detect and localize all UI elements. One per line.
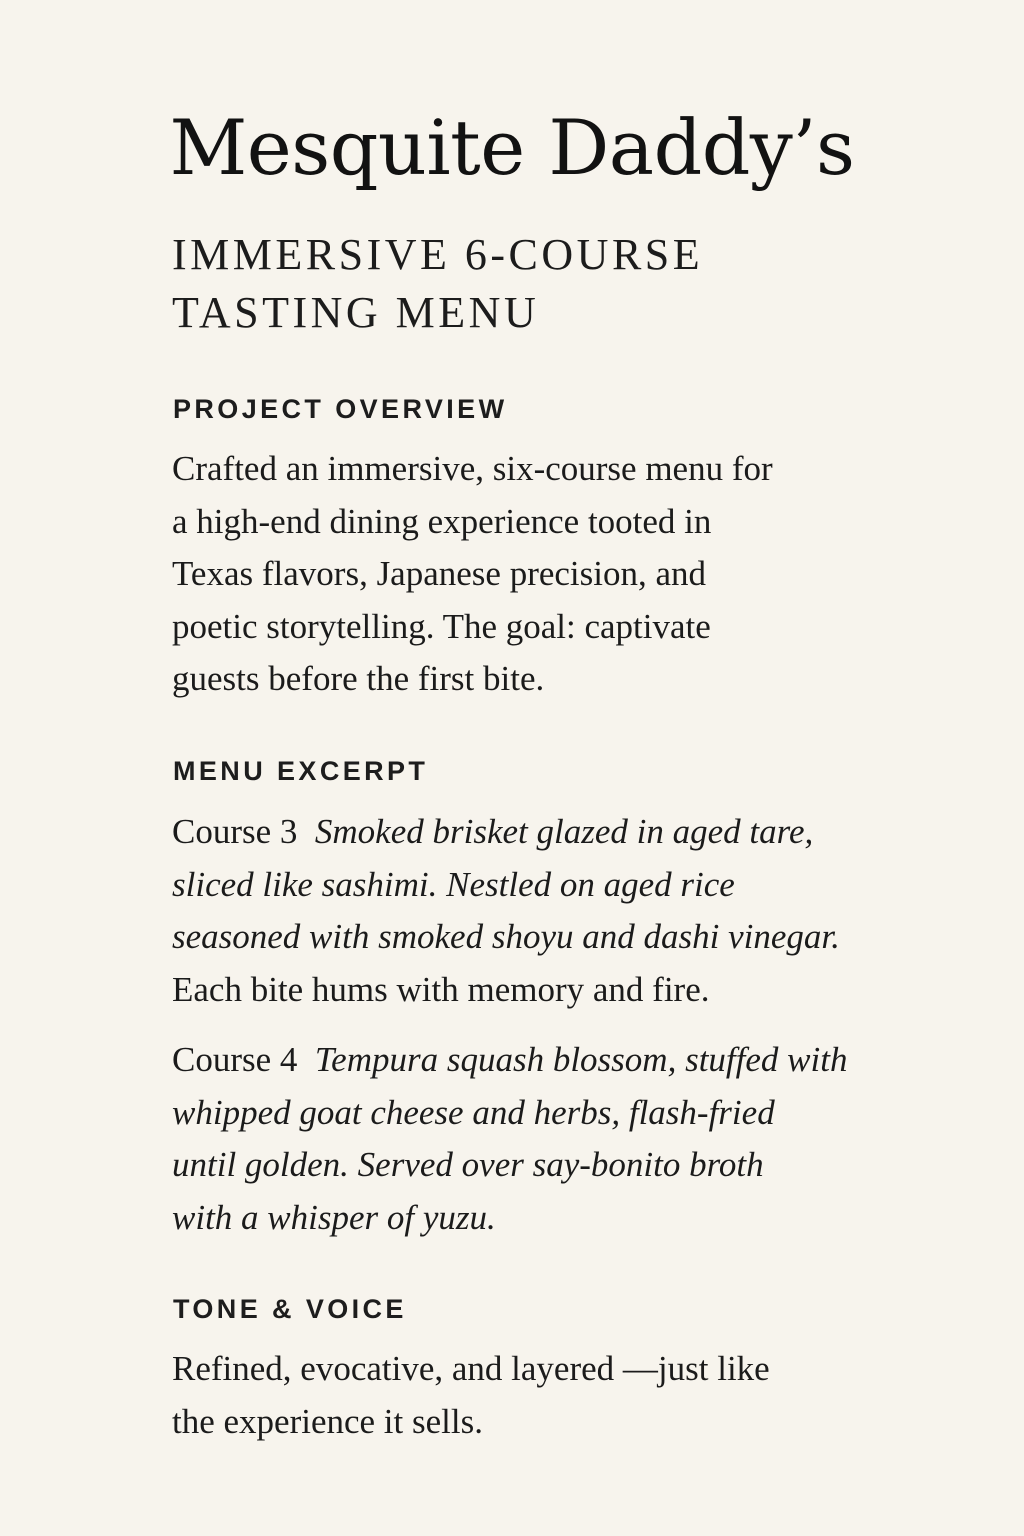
course-4-first-line: [172, 1034, 912, 1087]
course-3-label: Course 3: [172, 812, 298, 851]
course-3-first-line: [172, 806, 912, 859]
course-3-closing: Each bite hums with memory and fire.: [172, 969, 710, 1009]
overview-heading: PROJECT OVERVIEW: [173, 394, 508, 424]
menu-subtitle: [172, 226, 872, 342]
tone-line: Refined, evocative, and layered —just like: [172, 1349, 770, 1388]
course-4-text: Tempura squash blossom, stuffed with: [314, 1040, 848, 1079]
overview-line: guests before the first bite.: [172, 659, 545, 698]
overview-line: a high-end dining experience tooted in: [172, 501, 712, 541]
restaurant-title: Mesquite Daddy’s: [169, 103, 855, 192]
overview-line: poetic storytelling. The goal: captivate: [172, 606, 711, 646]
overview-line: Texas flavors, Japanese precision, and: [172, 554, 707, 593]
course-3-line: seasoned with smoked shoyu and dashi vinegar.: [172, 917, 840, 956]
course-4-paragraph: [172, 1034, 912, 1244]
course-4-label: Course 4: [172, 1040, 298, 1079]
subtitle-line: TASTING MENU: [172, 288, 540, 337]
overview-paragraph: [172, 443, 912, 706]
course-4-line: whipped goat cheese and herbs, flash-fried: [172, 1092, 775, 1132]
course-4-line: with a whisper of yuzu.: [172, 1197, 496, 1237]
course-3-line: sliced like sashimi. Nestled on aged rice: [172, 864, 735, 904]
tone-paragraph: [172, 1343, 912, 1448]
tone-heading: TONE & VOICE: [173, 1294, 407, 1324]
subtitle-line: IMMERSIVE 6-COURSE: [172, 230, 704, 279]
course-3-text: Smoked brisket glazed in aged tare,: [314, 812, 814, 851]
course-3-paragraph: [172, 806, 912, 1016]
menu-excerpt-heading: MENU EXCERPT: [173, 756, 429, 786]
course-4-line: until golden. Served over say-bonito broth: [172, 1145, 764, 1184]
tone-line: the experience it sells.: [172, 1401, 483, 1441]
overview-line: Crafted an immersive, six-course menu for: [172, 449, 773, 488]
